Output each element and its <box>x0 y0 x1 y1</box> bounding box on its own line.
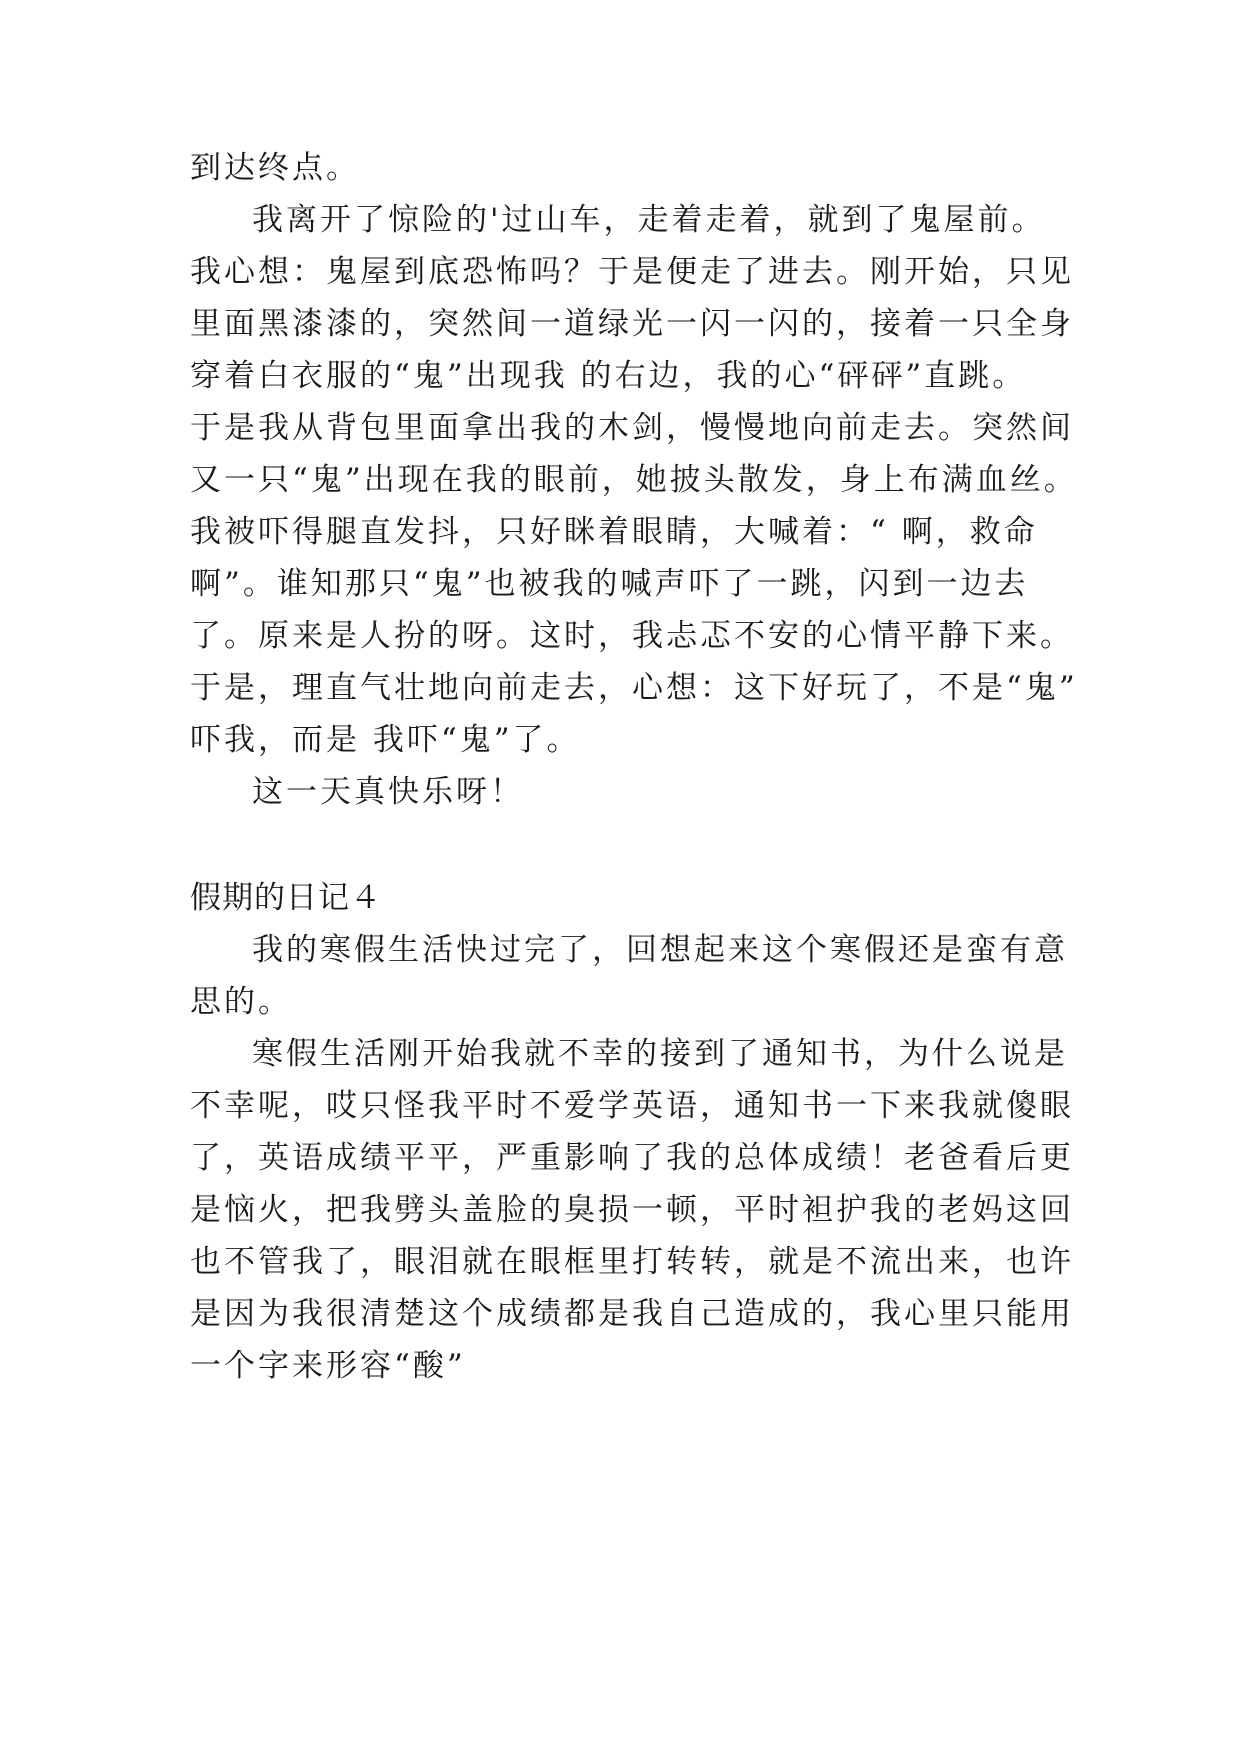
text-line: 啊”。谁知那只“鬼”也被我的喊声吓了一跳，闪到一边去 <box>190 566 1029 602</box>
text-line: 又一只“鬼”出现在我的眼前，她披头散发，身上布满血丝。 <box>190 462 1078 498</box>
text-line: 了。原来是人扮的呀。这时，我忐忑不安的心情平静下来。 <box>190 618 1074 654</box>
text-line: 寒假生活刚开始我就不幸的接到了通知书，为什么说是 <box>252 1036 1068 1072</box>
text-line: 穿着白衣服的“鬼”出现我 的右边，我的心“砰砰”直跳。 <box>190 358 1027 394</box>
text-line: 我的寒假生活快过完了，回想起来这个寒假还是蛮有意 <box>252 932 1068 968</box>
section-heading: 假期的日记４ <box>190 880 382 916</box>
text-line: 于是，理直气壮地向前走去，心想：这下好玩了，不是“鬼” <box>190 670 1078 706</box>
text-line: 里面黑漆漆的，突然间一道绿光一闪一闪的，接着一只全身 <box>190 306 1074 342</box>
text-line: 吓我，而是 我吓“鬼”了。 <box>190 722 581 758</box>
text-line: 是因为我很清楚这个成绩都是我自己造成的，我心里只能用 <box>190 1296 1074 1332</box>
text-line: 不幸呢，哎只怪我平时不爱学英语，通知书一下来我就傻眼 <box>190 1088 1074 1124</box>
text-line: 到达终点。 <box>190 150 360 186</box>
text-line: 我被吓得腿直发抖，只好眯着眼睛，大喊着：“ 啊，救命 <box>190 514 1038 550</box>
text-line: 于是我从背包里面拿出我的木剑，慢慢地向前走去。突然间 <box>190 410 1074 446</box>
text-line: 是恼火，把我劈头盖脸的臭损一顿，平时袒护我的老妈这回 <box>190 1192 1074 1228</box>
text-line: 一个字来形容“酸” <box>190 1348 466 1384</box>
text-line: 思的。 <box>190 984 292 1020</box>
text-line: 我离开了惊险的'过山车，走着走着，就到了鬼屋前。 <box>252 202 1046 238</box>
text-line: 了，英语成绩平平，严重影响了我的总体成绩！老爸看后更 <box>190 1140 1074 1176</box>
text-line: 也不管我了，眼泪就在眼框里打转转，就是不流出来，也许 <box>190 1244 1074 1280</box>
text-line: 这一天真快乐呀！ <box>252 774 524 810</box>
text-line: 我心想：鬼屋到底恐怖吗？于是便走了进去。刚开始，只见 <box>190 254 1074 290</box>
